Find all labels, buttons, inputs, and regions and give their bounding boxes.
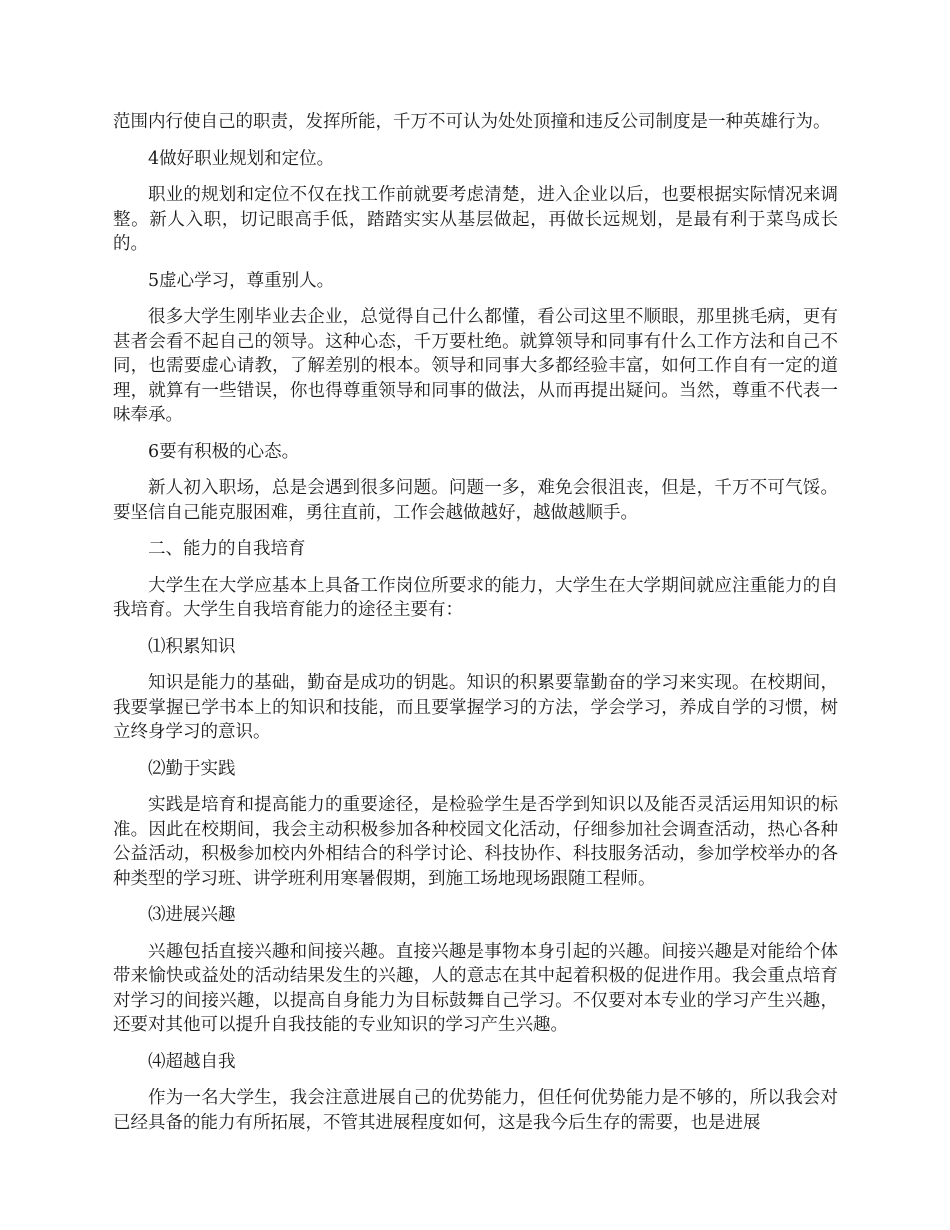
subsection-heading: ⑷超越自我: [148, 1051, 236, 1072]
section-heading: 二、能力的自我培育: [148, 539, 306, 559]
paragraph: 范围内行使自己的职责，发挥所能，千万不可认为处处顶撞和违反公司制度是一种英雄行为。: [113, 112, 831, 132]
document-page: [113, 110, 838, 1147]
paragraph: 很多大学生刚毕业去企业，总觉得自己什么都懂，看公司这里不顺眼，那里挑毛病，更有甚者会看不起自己的领导。这种心态，千万要杜绝。就算领导和同事有什么工作方法和自己不同，也需要虚心请教，了解差别的根本。领导和同事大多都经验丰富，如何工作自有一定的道理，就算有一些错误，你也得尊重领导和同事的做法，从而再提出疑问。当然，尊重不代表一味奉承。: [113, 307, 838, 425]
paragraph: 实践是培育和提高能力的重要途径，是检验学生是否学到知识以及能否灵活运用知识的标准。因此在校期间，我会主动积极参加各种校园文化活动，仔细参加社会调查活动，热心各种公益活动，积极参加校内外相结合的科学讨论、科技协作、科技服务活动，参加学校举办的各种类型的学习班、讲学班利用寒暑假期，到施工场地现场跟随工程师。: [113, 795, 838, 889]
paragraph: 作为一名大学生，我会注意进展自己的优势能力，但任何优势能力是不够的，所以我会对已经具备的能力有所拓展，不管其进展程度如何，这是我今后生存的需要，也是进展: [113, 1088, 838, 1133]
paragraph: 大学生在大学应基本上具备工作岗位所要求的能力，大学生在大学期间就应注重能力的自我培育。大学生自我培育能力的途径主要有：: [113, 575, 838, 620]
paragraph: 知识是能力的基础，勤奋是成功的钥匙。知识的积累要靠勤奋的学习来实现。在校期间，我要掌握已学书本上的知识和技能，而且要掌握学习的方法，学会学习，养成自学的习惯，树立终身学习的意识。: [113, 673, 838, 742]
subsection-heading: ⑴积累知识: [148, 636, 236, 657]
paragraph: 职业的规划和定位不仅在找工作前就要考虑清楚，进入企业以后，也要根据实际情况来调整。新人入职，切记眼高手低，踏踏实实从基层做起，再做长远规划，是最有利于菜鸟成长的。: [113, 185, 838, 254]
subsection-heading: ⑵勤于实践: [148, 758, 236, 779]
section-heading: 5虚心学习，尊重别人。: [148, 270, 335, 291]
paragraph: 新人初入职场，总是会遇到很多问题。问题一多，难免会很沮丧，但是，千万不可气馁。要坚信自己能克服困难，勇往直前，工作会越做越好，越做越顺手。: [113, 478, 838, 523]
section-heading: 4做好职业规划和定位。: [148, 148, 335, 169]
section-heading: 6要有积极的心态。: [148, 441, 300, 462]
paragraph: 兴趣包括直接兴趣和间接兴趣。直接兴趣是事物本身引起的兴趣。间接兴趣是对能给个体带来愉快或益处的活动结果发生的兴趣，人的意志在其中起着积极的促进作用。我会重点培育对学习的间接兴趣，以提高自身能力为目标鼓舞自己学习。不仅要对本专业的学习产生兴趣，还要对其他可以提升自我技能的专业知识的学习产生兴趣。: [113, 941, 838, 1035]
subsection-heading: ⑶进展兴趣: [148, 905, 236, 925]
